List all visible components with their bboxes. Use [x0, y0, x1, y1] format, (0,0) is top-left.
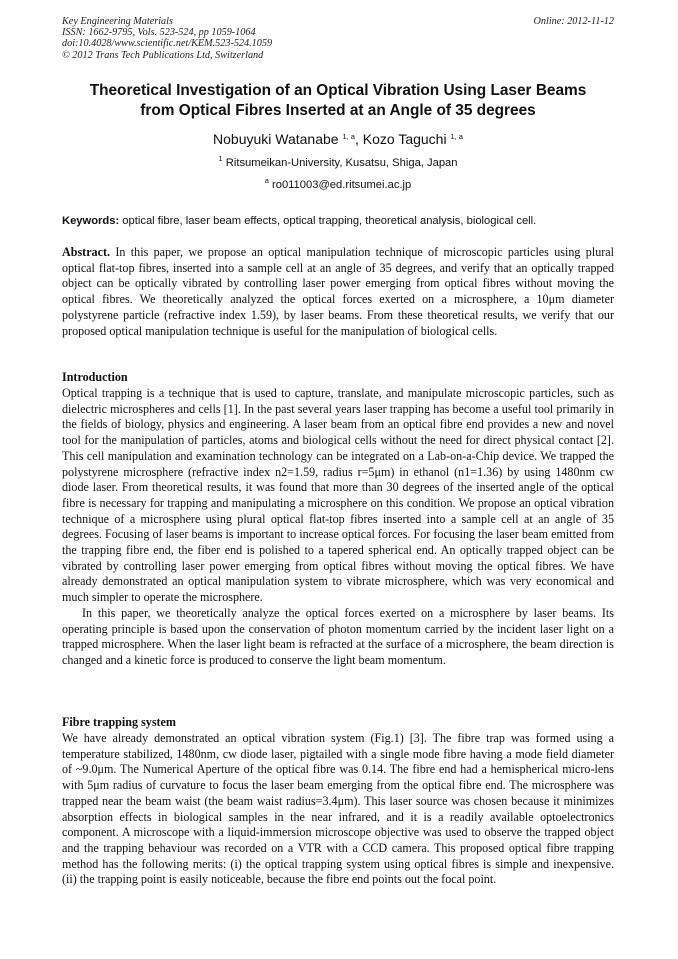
journal-doi: doi:10.4028/www.scientific.net/KEM.523-524.1059 — [62, 38, 273, 50]
author-1: Nobuyuki Watanabe — [213, 131, 339, 147]
fibre-trapping-heading: Fibre trapping system — [62, 715, 176, 729]
title-line-2: from Optical Fibres Inserted at an Angle of 35 degrees — [140, 101, 536, 119]
author-separator: , — [354, 131, 363, 147]
abstract-text: In this paper, we propose an optical manipulation technique of microscopic particles using plural optical flat-top fibres, inserted into a sample cell at an angle of 35 degrees, and verify that an optically trapped object can be optically vibrated by controlling laser power emerging from optical fibres without moving the optical fibres. We theoretically analyzed the optical forces exerted on a microsphere, a 10μm diameter polystyrene particle (refractive index 1.59), by laser beams. From these theoretical results, we verify that our proposed optical manipulation technique is useful for the manipulation of biological cells. — [62, 245, 614, 338]
affiliation — [62, 156, 614, 170]
keywords — [62, 214, 614, 228]
journal-info — [62, 16, 272, 61]
email-line — [62, 178, 614, 192]
abstract — [62, 245, 614, 339]
paper-title — [62, 81, 614, 120]
author-1-affiliation-mark: 1, a — [342, 132, 355, 141]
introduction-body — [62, 386, 614, 669]
email-address: ro011003@ed.ritsumei.ac.jp — [272, 179, 412, 191]
journal-name: Key Engineering Materials — [62, 16, 173, 27]
keywords-label: Keywords: — [62, 215, 120, 227]
affiliation-text: Ritsumeikan-University, Kusatsu, Shiga, Japan — [225, 157, 458, 169]
online-date: Online: 2012-11-12 — [533, 16, 614, 27]
fibre-trapping-body — [62, 731, 614, 888]
introduction-heading: Introduction — [62, 370, 128, 384]
journal-copyright: © 2012 Trans Tech Publications Ltd, Switzerland — [62, 49, 264, 61]
author-list — [62, 130, 614, 148]
abstract-label: Abstract. — [62, 245, 111, 259]
email-mark: a — [264, 176, 269, 185]
author-2: Kozo Taguchi — [362, 131, 447, 147]
fibre-trapping-paragraph-1: We have already demonstrated an optical vibration system (Fig.1) [3]. The fibre trap was formed using a temperature stabilized, 1480nm, cw diode laser, pigtailed with a single mode fibre having a mode field diameter of ~9.0μm. The Numerical Aperture of the optical fibre was 0.14. The fibre end had a hemispherical micro-lens with 5μm radius of curvature to focus the laser beam emerging from the optical fibre end. The microsphere was trapped near the beam waist (the beam waist radius=3.4μm). This laser source was chosen because it minimizes absorption effects in biological samples in the near infrared, and it is a readily available optoelectronics component. A microscope with a liquid-immersion microscope objective was used to observe the trapped object and the trapping behaviour was recorded on a VTR with a CCD camera. This proposed optical fibre trapping method has the following merits: (i) the optical trapping system using optical fibres is simple and inexpensive. (ii) the trapping point is easily noticeable, because the fibre end points out the focal point. — [62, 731, 614, 887]
affiliation-mark: 1 — [218, 154, 223, 163]
journal-issn: ISSN: 1662-9795, Vols. 523-524, pp 1059-1064 — [62, 27, 256, 39]
title-line-1: Theoretical Investigation of an Optical Vibration Using Laser Beams — [89, 82, 587, 99]
keywords-text: optical fibre, laser beam effects, optical trapping, theoretical analysis, biological cell. — [119, 215, 537, 227]
introduction-paragraph-1: Optical trapping is a technique that is used to capture, translate, and manipulate microscopic particles, such as dielectric microspheres and cells [1]. In the past several years laser trapping has become a useful tool primarily in the fields of biology, physics and engineering. A laser beam from an optical fibre end provides a new and novel tool for the manipulation of particles, atoms and biological cells without the need for direct physical contact [2]. This cell manipulation and examination technology can be integrated on a Lab-on-a-Chip device. We trapped the polystyrene microsphere (refractive index n2=1.59, radius r=5μm) in ethanol (n1=1.36) by using 1480nm cw diode laser. From theoretical results, it was found that more than 30 degrees of the inserted angle of the optical fibre is necessary for trapping and manipulating a microsphere on this condition. We propose an optical vibration technique of a microsphere using plural optical flat-top fibres inserted into a sample cell at an angle of 35 degrees. Focusing of laser beams is important to increase optical forces. For focusing the laser beam emitted from the trapping fibre end, the fiber end is polished to a tapered spherical end. An optically trapped object can be vibrated by controlling laser power emerging from optical fibres without moving the optical fibres. We have already demonstrated an optical manipulation system to vibrate microsphere, which was very economical and much simpler to operate the microsphere. — [62, 386, 614, 605]
author-2-affiliation-mark: 1, a — [450, 132, 463, 141]
introduction-paragraph-2: In this paper, we theoretically analyze the optical forces exerted on a microsphere by laser beams. Its operating principle is based upon the conservation of photon momentum carried by the incident laser light on a trapped microsphere. When the laser light beam is refracted at the surface of a microsphere, the beam direction is changed and a kinetic force is produced to conserve the light beam momentum. — [62, 605, 614, 667]
